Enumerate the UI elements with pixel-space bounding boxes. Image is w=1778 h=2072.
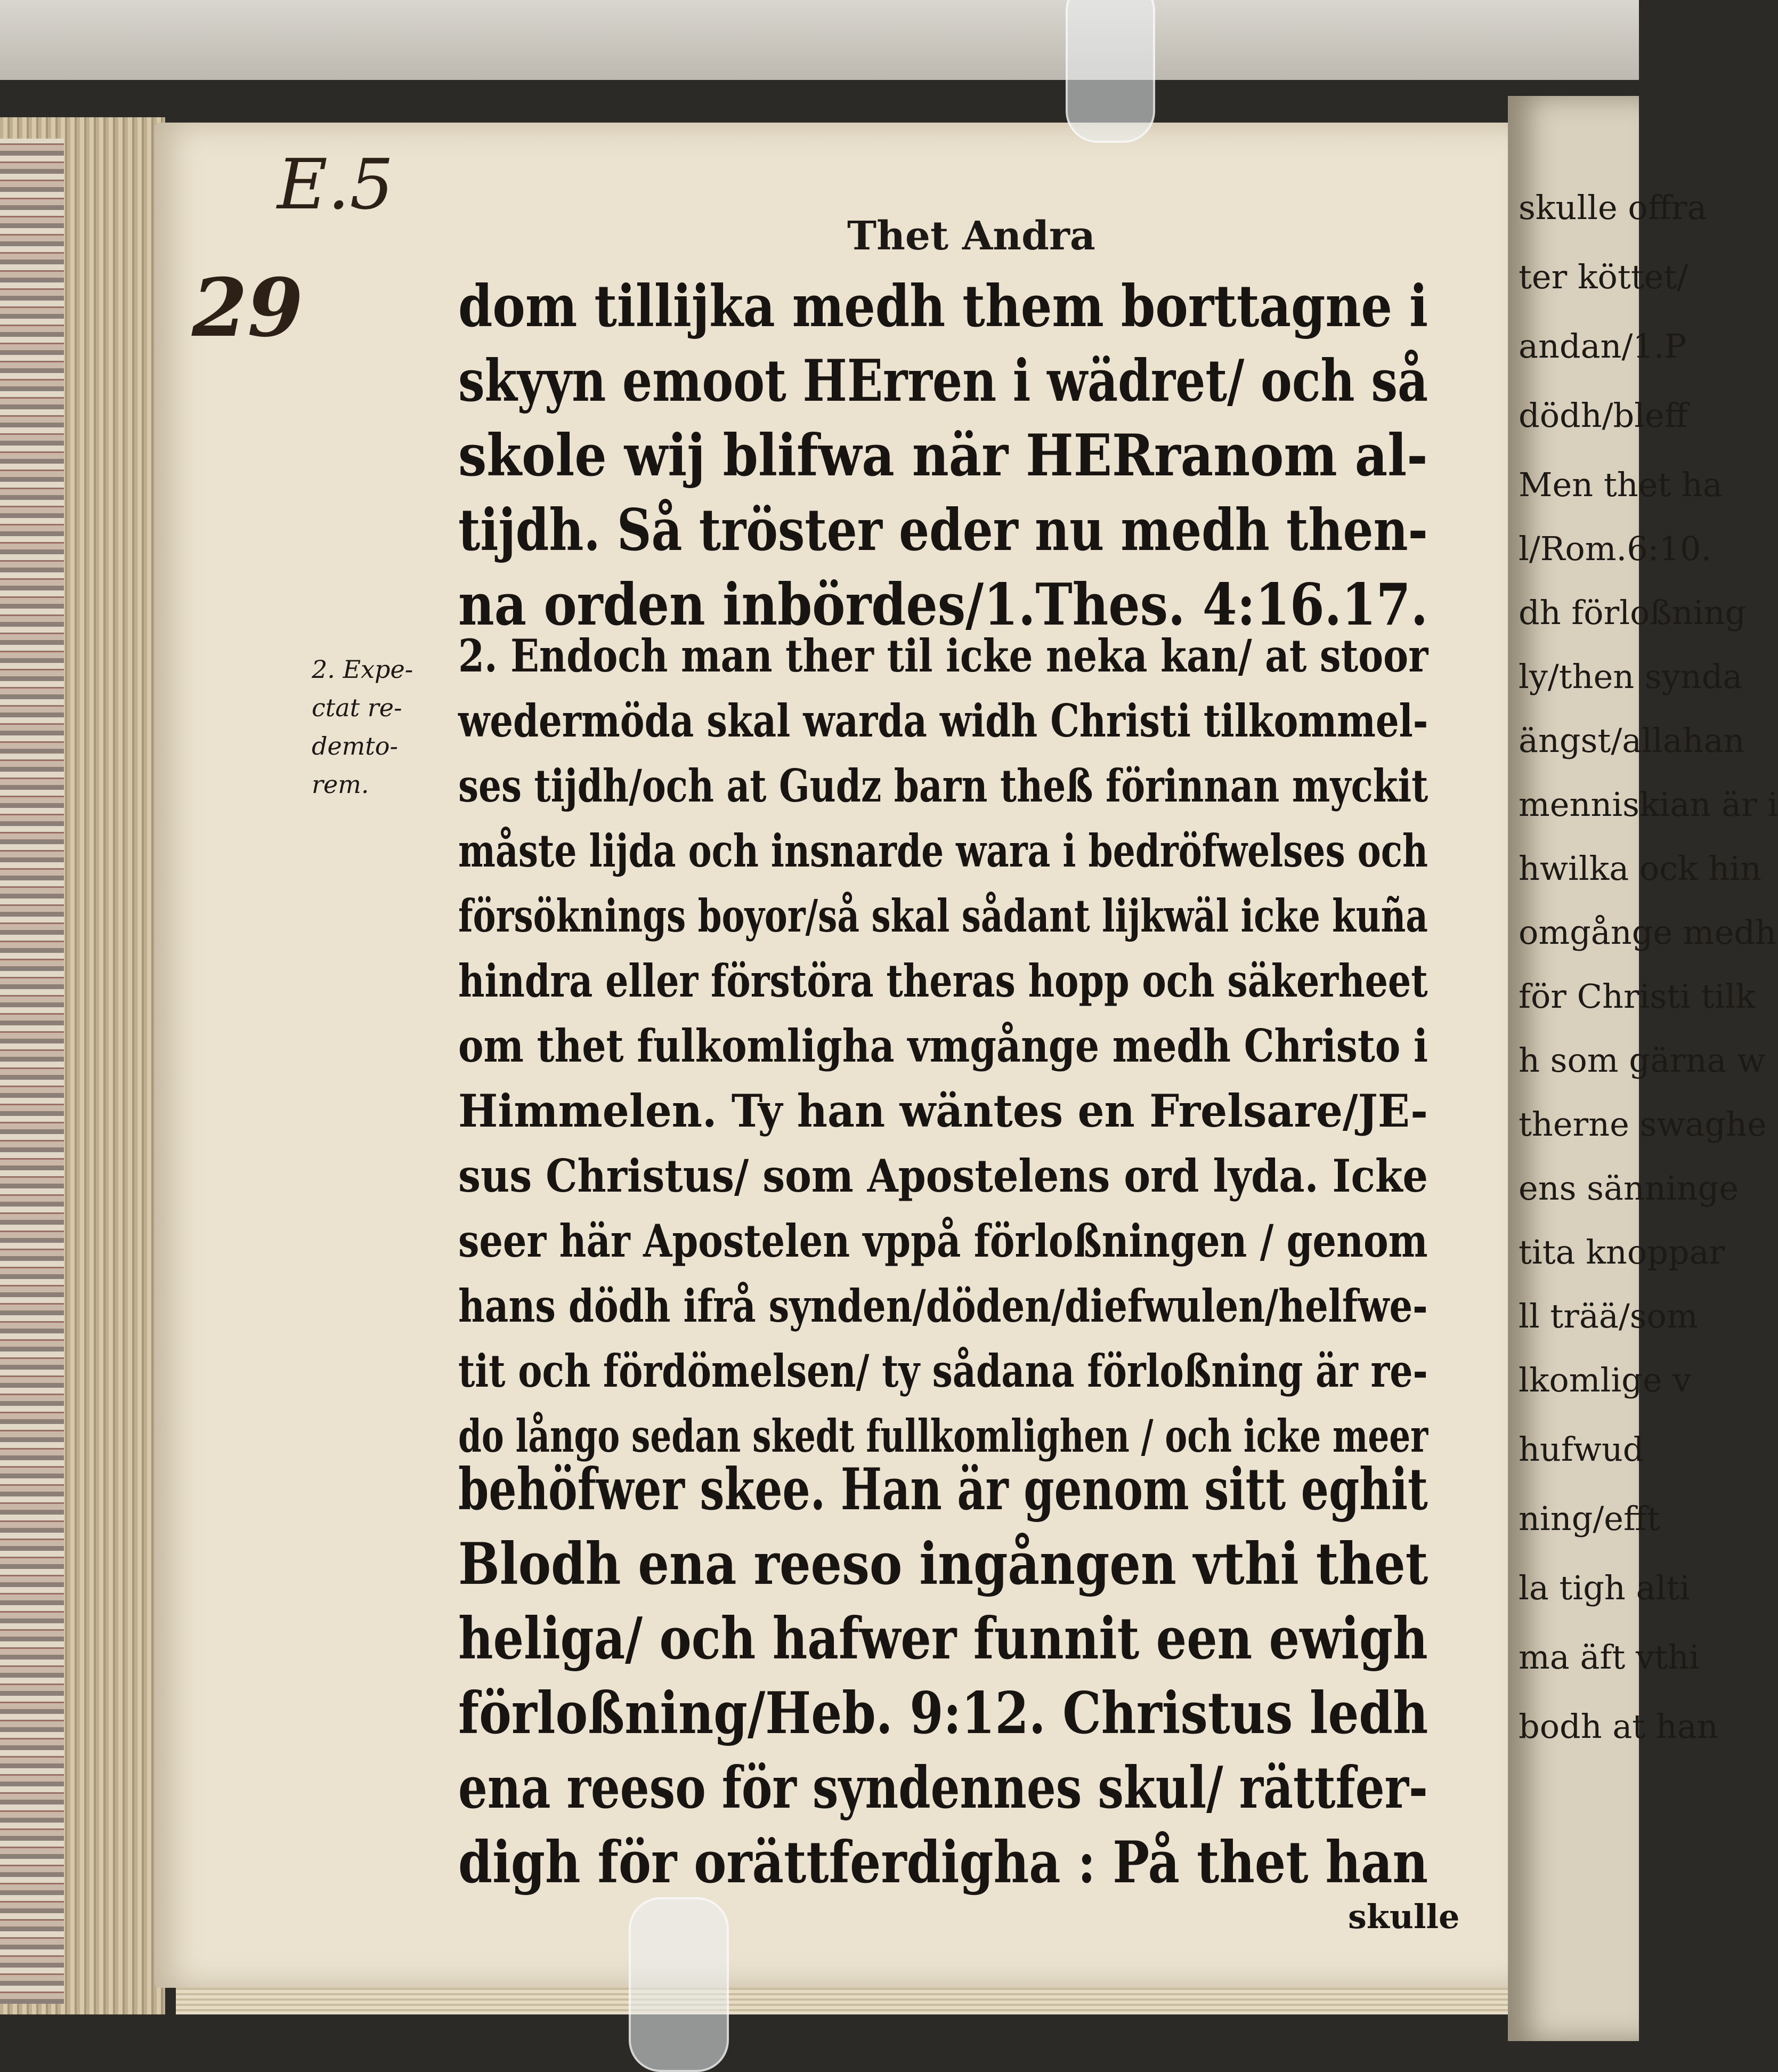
book-clip-top [1066, 0, 1155, 143]
manuscript-mark: 29 [192, 261, 303, 355]
facing-line: l/Rom.6:10. [1519, 529, 1712, 568]
text-line: måste lijda och insnarde wara i bedröfwelses och [458, 824, 1428, 877]
text-line: 2. Endoch man ther til icke neka kan/ at stoor [458, 629, 1428, 682]
text-line: behöfwer skee. Han är genom sitt eghit [458, 1456, 1428, 1523]
scanner-background [0, 0, 1639, 80]
facing-line: menniskian är i [1519, 785, 1778, 824]
facing-line: hufwud [1519, 1430, 1644, 1469]
text-line: digh för orättferdigha : På thet han [458, 1829, 1428, 1896]
catchword: skulle [1348, 1897, 1460, 1936]
text-line: skole wij blifwa när HERranom al- [458, 422, 1428, 489]
text-line: om thet fulkomligha vmgånge medh Christo i [458, 1019, 1428, 1072]
facing-line: ma äft vthi [1519, 1638, 1700, 1677]
text-line: förloßning/Heb. 9:12. Christus ledh [458, 1680, 1428, 1747]
margin-note-line: 2. Expe- [312, 655, 413, 684]
marbled-edge [0, 139, 64, 2004]
text-line: ses tijdh/och at Gudz barn theß förinnan myckit [458, 759, 1428, 812]
book-clip-bottom [629, 1897, 729, 2072]
facing-line: ens sänninge [1519, 1169, 1739, 1208]
facing-line: therne swaghe [1519, 1105, 1767, 1144]
text-line: wedermöda skal warda widh Christi tilkommel- [458, 694, 1428, 747]
manuscript-mark: E.5 [277, 144, 394, 225]
text-line: na orden inbördes/1.Thes. 4:16.17. [458, 571, 1428, 638]
facing-line: la tigh alti [1519, 1568, 1691, 1607]
facing-line: tita knoppar [1519, 1233, 1725, 1272]
text-line: hindra eller förstöra theras hopp och säkerheet [458, 954, 1428, 1007]
facing-line: omgånge medh [1519, 913, 1776, 952]
text-line: Himmelen. Ty han wäntes en Frelsare/JE- [458, 1084, 1428, 1137]
facing-line: h som gärna w [1519, 1041, 1766, 1080]
margin-note-line: ctat re- [312, 693, 402, 722]
facing-line: ll trää/som [1519, 1297, 1698, 1336]
facing-line: ly/then synda [1519, 657, 1743, 696]
text-line: hans dödh ifrå synden/döden/diefwulen/helfwe- [458, 1280, 1428, 1332]
facing-line: lkomlige v [1519, 1361, 1692, 1399]
running-head: Thet Andra [847, 213, 1095, 259]
facing-line: ängst/allahan [1519, 721, 1745, 760]
facing-line: andan/1.P [1519, 327, 1687, 366]
facing-line: skulle offra [1519, 188, 1707, 227]
text-line: sus Christus/ som Apostelens ord lyda. Icke [458, 1150, 1428, 1202]
text-line: tijdh. Så tröster eder nu medh then- [458, 497, 1428, 564]
facing-line: dödh/bleff [1519, 396, 1688, 435]
text-line: Blodh ena reeso ingången vthi thet [458, 1531, 1428, 1598]
facing-line: ter köttet/ [1519, 257, 1688, 296]
facing-page [1508, 96, 1778, 2041]
margin-note-line: demto- [312, 732, 399, 760]
margin-note [312, 650, 434, 804]
text-line: tit och fördömelsen/ ty sådana förloßning är re- [458, 1345, 1428, 1397]
facing-line: Men thet ha [1519, 465, 1723, 504]
text-line: ena reeso för syndennes skul/ rättfer- [458, 1754, 1428, 1822]
facing-line: hwilka ock hin [1519, 849, 1761, 888]
text-line: heliga/ och hafwer funnit een ewigh [458, 1605, 1428, 1672]
text-line: seer här Apostelen vppå förloßningen / genom [458, 1215, 1428, 1267]
text-line: skyyn emoot HErren i wädret/ och så [458, 347, 1428, 415]
text-line: dom tillijka medh them borttagne i [458, 273, 1428, 340]
text-line: do långo sedan skedt fullkomlighen / och icke meer [458, 1410, 1428, 1462]
facing-line: för Christi tilk [1519, 977, 1756, 1016]
facing-line: bodh at han [1519, 1707, 1718, 1746]
facing-line: ning/efft [1519, 1499, 1660, 1538]
text-line: försöknings boyor/så skal sådant lijkwäl icke kuña [458, 889, 1428, 942]
facing-line: dh förloßning [1519, 593, 1747, 632]
margin-note-line: rem. [312, 770, 369, 799]
